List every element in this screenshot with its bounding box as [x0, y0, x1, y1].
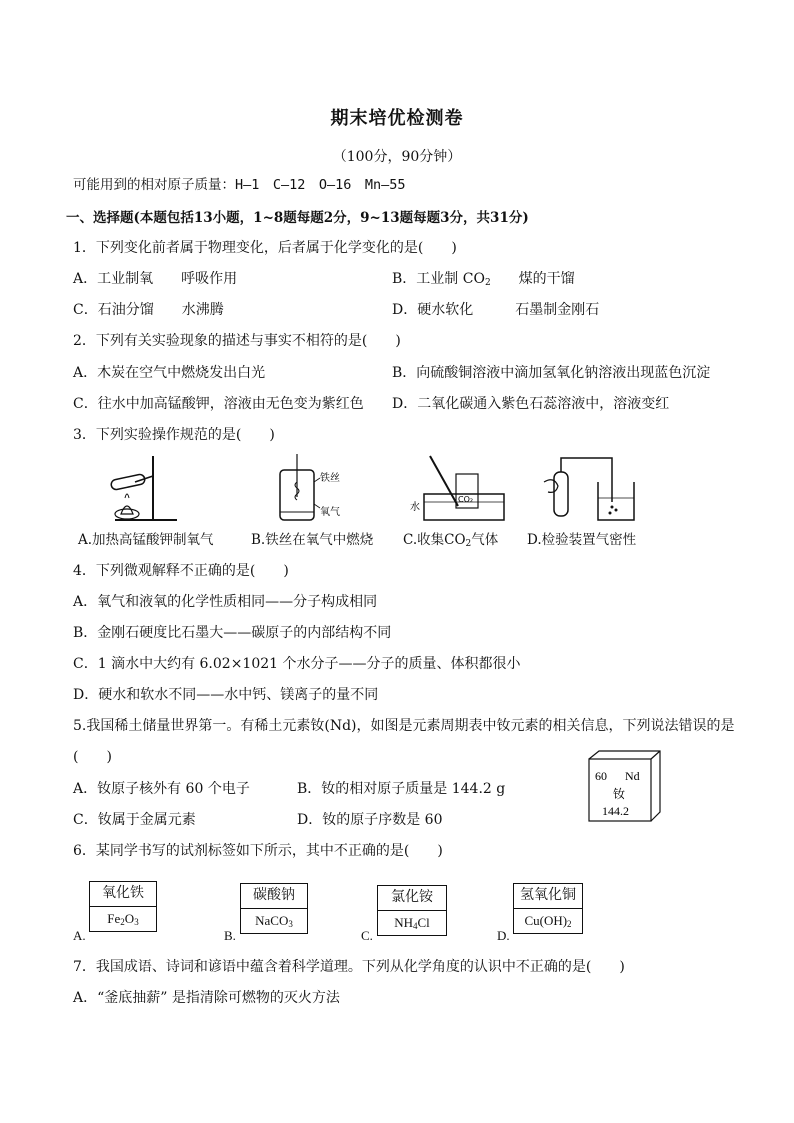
q2-option-a: A．木炭在空气中燃烧发出白光 — [73, 365, 266, 381]
apparatus-c-collect-co2 — [410, 452, 510, 524]
element-symbol: Nd — [625, 769, 640, 783]
q4-option-a: A．氧气和液氧的化学性质相同——分子构成相同 — [73, 594, 378, 610]
q2-stem: 2．下列有关实验现象的描述与事实不相符的是( ) — [73, 333, 401, 349]
q1-option-d: D．硬水软化 石墨制金刚石 — [392, 302, 600, 318]
q5-stem: 5.我国稀土储量世界第一。有稀土元素钕(Nd)，如图是元素周期表中钕元素的相关信息，下列说法错误的是 — [73, 718, 735, 734]
label-b-letter: B. — [224, 928, 236, 943]
caption-b: B.铁丝在氧气中燃烧 — [251, 532, 374, 548]
apparatus-b-iron-wire — [270, 452, 360, 524]
q7-option-a: A．“釜底抽薪” 是指清除可燃物的灭火方法 — [73, 990, 340, 1006]
q7-stem: 7．我国成语、诗词和谚语中蕴含着科学道理。下列从化学角度的认识中不正确的是( ) — [73, 959, 625, 975]
q5-option-d: D．钕的原子序数是 60 — [297, 812, 443, 828]
element-number: 60 — [595, 769, 607, 783]
q2-option-d: D．二氧化碳通入紫色石蕊溶液中，溶液变红 — [392, 396, 670, 412]
q6-stem: 6．某同学书写的试剂标签如下所示，其中不正确的是( ) — [73, 843, 443, 859]
label-yangqi: 氧气 — [320, 507, 340, 518]
atomic-mass-line: 可能用到的相对原子质量：H—1 C—12 O—16 Mn—55 — [73, 177, 406, 193]
label-shui: 水 — [410, 502, 420, 513]
label-d-letter: D. — [497, 928, 510, 943]
q4-option-c: C．1 滴水中大约有 6.02×1021 个水分子——分子的质量、体积都很小 — [73, 656, 521, 672]
reagent-label-b: 碳酸钠 NaCO$_3$ — [240, 883, 308, 934]
q1-option-b: B．工业制 $CO_2$ 煤的干馏 — [392, 271, 575, 288]
label-a-letter: A. — [73, 928, 86, 943]
q4-option-b: B．金刚石硬度比石墨大——碳原子的内部结构不同 — [73, 625, 392, 641]
q4-option-d: D．硬水和软水不同——水中钙、镁离子的量不同 — [73, 687, 379, 703]
q2-option-c: C．往水中加高锰酸钾，溶液由无色变为紫红色 — [73, 396, 364, 412]
q1-option-a: A．工业制氧 呼吸作用 — [73, 271, 238, 287]
label-co2: CO₂ — [458, 495, 474, 504]
label-c-letter: C. — [361, 928, 373, 943]
section-heading: 一、选择题(本题包括13小题，1~8题每题2分，9~13题每题3分，共31分) — [66, 210, 529, 226]
caption-c: C.收集$CO_2$气体 — [403, 532, 499, 549]
q5-option-b: B．钕的相对原子质量是 144.2 g — [297, 781, 506, 797]
reagent-label-a: 氧化铁 $Fe_2O_3$ — [89, 881, 157, 932]
apparatus-a-heating — [95, 452, 185, 524]
q2-option-b: B．向硫酸铜溶液中滴加氢氧化钠溶液出现蓝色沉淀 — [392, 365, 711, 381]
caption-d: D.检验装置气密性 — [527, 532, 637, 548]
reagent-label-c: 氯化铵 $NH_4Cl$ — [377, 885, 447, 936]
q5-option-a: A．钕原子核外有 60 个电子 — [73, 781, 250, 797]
q3-stem: 3．下列实验操作规范的是( ) — [73, 427, 275, 443]
caption-a: A.加热高锰酸钾制氧气 — [78, 532, 214, 548]
q5-option-c: C．钕属于金属元素 — [73, 812, 196, 828]
page-title: 期末培优检测卷 — [330, 108, 464, 129]
q4-stem: 4．下列微观解释不正确的是( ) — [73, 563, 289, 579]
element-mass: 144.2 — [602, 804, 629, 818]
q5-paren: ( ) — [73, 749, 112, 765]
reagent-label-d: 氢氧化铜 $Cu(OH)_2$ — [513, 883, 583, 934]
page-subtitle: （100分，90分钟） — [332, 149, 462, 165]
element-name: 钕 — [613, 787, 626, 801]
apparatus-d-airtightness — [538, 452, 648, 524]
element-card-neodymium — [588, 750, 662, 824]
q1-stem: 1．下列变化前者属于物理变化，后者属于化学变化的是( ) — [73, 240, 457, 256]
q1-option-c: C．石油分馏 水沸腾 — [73, 302, 224, 318]
label-tiesi: 铁丝 — [320, 473, 340, 484]
